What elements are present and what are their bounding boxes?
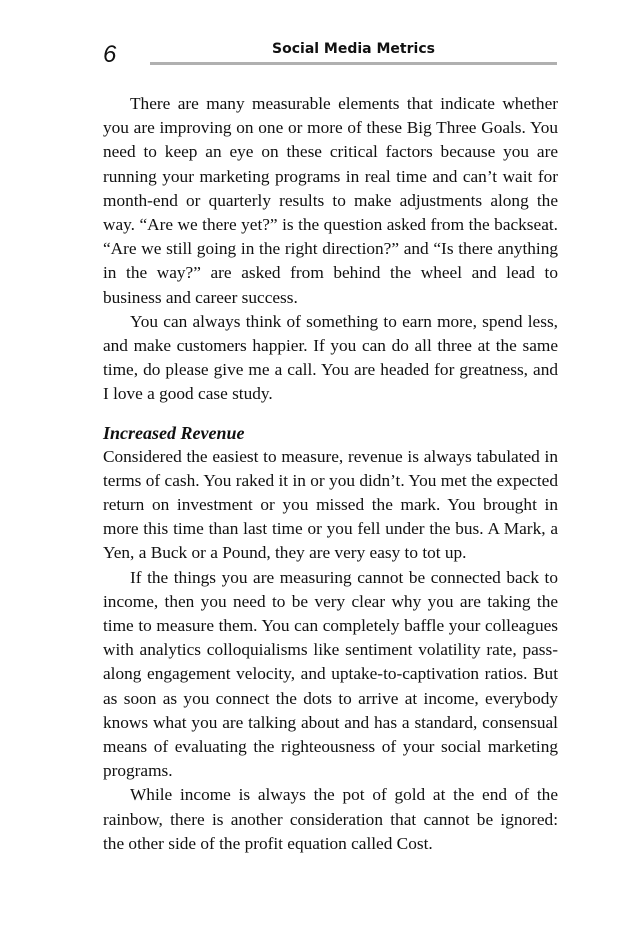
body-text	[103, 92, 558, 856]
header-rule	[150, 62, 557, 65]
running-head-title: Social Media Metrics	[272, 41, 435, 57]
page-number: 6	[103, 41, 117, 68]
paragraph-section-3: While income is always the pot of gold at the end of the rainbow, there is another consideration that cannot be ignored: the other side of the profit equation called Cost.	[103, 785, 558, 853]
paragraph-intro-2: You can always think of something to earn more, spend less, and make customers happier. If you can do all three at the same time, do please give me a call. You are headed for greatness, and I love a good case study.	[103, 311, 558, 404]
paragraph-section-2: If the things you are measuring cannot be connected back to income, then you need to be very clear why you are taking the time to measure them. You can completely baffle your colleagues with analytics colloquialisms like sentiment volatility rate, pass-along engagement velocity, and uptake-to-captivation ratios. But as soon as you connect the dots to arrive at income, everybody knows what you are talking about and has a standard, consensual means of evaluating the righteousness of your social marketing programs.	[103, 567, 558, 781]
section-heading: Increased Revenue	[103, 422, 245, 443]
paragraph-intro-1: There are many measurable elements that indicate whether you are improving on one or more of these Big Three Goals. You need to keep an eye on these critical factors because you are running your marketing programs in real time and can’t wait for month-end or quarterly results to make adjustments along the way. “Are we there yet?” is the question asked from the backseat. “Are we still going in the right direction?” and “Is there anything in the way?” are asked from behind the wheel and lead to business and career success.	[103, 94, 558, 307]
paragraph-section-1: Considered the easiest to measure, revenue is always tabulated in terms of cash. You raked it in or you didn’t. You met the expected return on investment or you missed the mark. You brought in more this time than last time or you fell under the bus. A Mark, a Yen, a Buck or a Pound, they are very easy to tot up.	[103, 446, 558, 563]
